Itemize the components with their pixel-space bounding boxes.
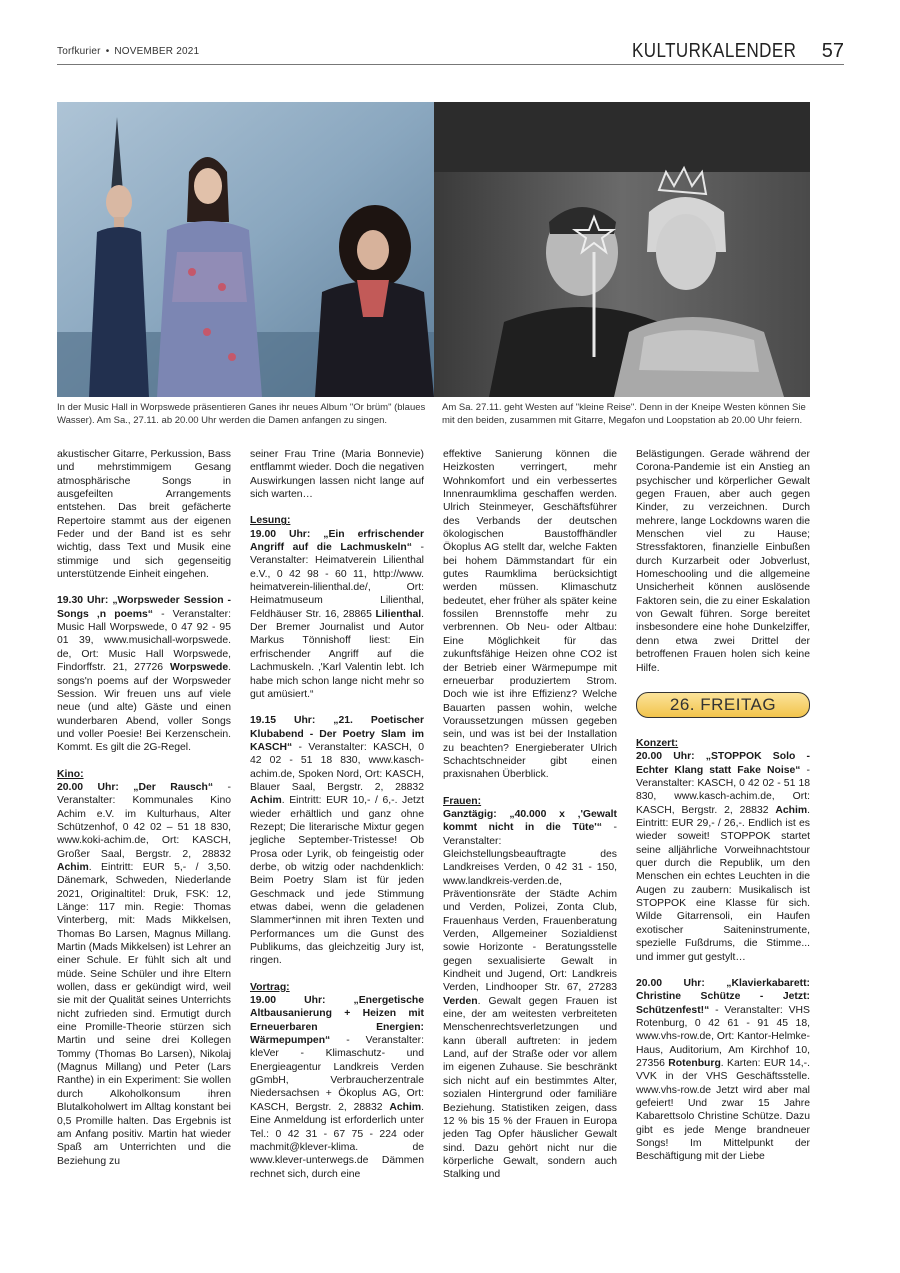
col4-intro: Belästigungen. Gerade während der Corona-Pandemie ist ein Anstieg an psychischer und körperlicher Gewalt gegen Frauen, aber auch gegen Kinder, zu verzeichnen. Durch mehrere, lange Lockdowns waren die Menschen viel zu Hause; Stressfaktoren, finanzielle Einbußen durch Kurzarbeit oder Jobverlust, Homeschooling und die allgemeine Unsicherheit können auslösende Faktoren sein, die zu einer Eskalation von Gewalt führen. Sorge bereitet insbesondere eine hohe Dunkelziffer, denn etwa zwei Drittel der betroffenen Frauen holen sich keine Hilfe. [636,449,810,674]
event-gewalt-tuete: Ganztägig: „40.000 x ‚'Gewalt kommt nicht in die Tüte'“ - Veranstalter: Gleichstellungsbeauftragte des Landkreises Verden, 0 42 31 - 150, www.landkreis-verden.de, Präventionsräte der Städte Achim und Verden, Polizei, Zonta Club, Frauenhaus Verden, Frauenberatung Verden, Allgemeiner Sozialdienst sowie Horizonte - Beratungsstelle gegen sexualisierte Gewalt in Kindheit und Jugend, Ort: Landkreis Verden, Lindhooper Str. 67, 27283 Verden. Gewalt gegen Frauen ist eine, der am weitesten verbreiteten Menschenrechtsverletzungen und kann überall auftreten: in jedem Land, auf der Straße oder vor allem im eigenen Zuhause. Sie beschränkt sich nicht auf ein bestimmtes Alter, sozialen Hintergrund oder familiäre Beziehung. Statistiken zeigen, dass 12 % bis 15 % der Frauen in Europa jeden Tag Opfer häuslicher Gewalt sind. Dazu gehört nicht nur die körperliche Gewalt, sondern auch Stalking und [443,808,617,1181]
event-title: 20.00 Uhr: „Klavierkabarett: Christine Schütze - Jetzt: Schützenfest!“ [636,977,810,1016]
event-city: Lilienthal [375,608,422,620]
column-3 [443,448,617,1182]
event-title: 19.00 Uhr: „Ein erfrischender Angriff auf die Lachmuskeln“ [250,528,424,554]
photo-ganes [57,102,434,397]
col1-intro: akustischer Gitarre, Perkussion, Bass und mehrstimmigem Gesang atmosphärische Songs in ausgefeilten Arrangements entstehen. Das breit gefächerte Repertoire stammt aus der eigenen Feder und der Band ist es sehr wichtig, dass Text und Musik eine stimmige und sich gegenseitig unterstützende Einheit eingehen. [57,449,231,581]
page-header [57,40,844,65]
event-city: Achim [250,795,282,807]
col3-intro: effektive Sanierung können die Heizkosten verringert, mehr Wohnkomfort und ein verbessertes Innenraumklima geschaffen werden. Ulrich Steinmeyer, Geschäftsführer des Verbands der deutschen ökologischen Baustoffhändler Ökoplus AG stellt dar, welche Fakten bei hohem Dämmstandart für ein gutes Raumklima berücksichtigt werden müssen. Klimaschutz bedeutet, eher früher als später keine fossilen Brennstoffe mehr zu verbrennen. Ob Neu- oder Altbau: Eine Möglichkeit für das zukunftsfähige Heizen ohne CO2 ist der Betrieb einer Wärmepumpe mit erneuerbar produziertem Strom. Doch wie ist ihre Effizienz? Welche Bauarten passen wohin, welche Voraussetzungen müssen gegeben sein, und was ist bei der Installation zu beachten? Energieberater Ulrich Schachtschneider gibt einen praxisnahen Überblick. [443,449,617,781]
column-4 [636,448,810,675]
category-lesung: Lesung: [250,515,291,527]
category-vortrag: Vortrag: [250,981,290,993]
col2-intro: seiner Frau Trine (Maria Bonnevie) entflammt wieder. Doch die negativen Auswirkungen lassen nicht lange auf sich warten… [250,449,424,501]
page-number: 57 [821,40,844,62]
event-erfrischender-angriff: 19.00 Uhr: „Ein erfrischender Angriff auf die Lachmuskeln“ - Veranstalter: Heimatverein Lilienthal e.V., 0 42 98 - 60 11, http://www. heimatverein-lilienthal.de/, Ort: Heimatmuseum Lilienthal, Feldhäuser Str. 16, 28865 Lilienthal. Der Bremer Journalist und Autor Markus Tönnishoff liest: Ein erfrischender Angriff auf die Lachmuskeln. ‚'Karl Valentin lebt. Ich habe mich schon lange nicht mehr so gut amüsiert.“ [250,528,424,700]
category-konzert: Konzert: [636,738,679,749]
photo-caption-left: In der Music Hall in Worpswede präsentieren Ganes ihr neues Album "Or brüm" (blaues Wasser). Am Sa., 27.11. ab 20.00 Uhr werden die Damen anfangen zu singen. [57,402,426,426]
photo-westen [434,102,810,397]
event-city: Achim [389,1101,422,1113]
event-city: Worpswede [169,662,229,674]
event-title: Ganztägig: „40.000 x ‚'Gewalt kommt nicht in die Tüte'“ [443,808,617,834]
event-city: Rotenburg [668,1057,721,1069]
event-der-rausch: 20.00 Uhr: „Der Rausch“ - Veranstalter: Kommunales Kino Achim e.V. im Kulturhaus, Alter Schützenhof, 0 42 02 – 51 18 830, www.koki-achim.de, Ort: KASCH, Großer Saal, Bergstr. 2, 28832 Achim. Eintritt: EUR 5,- / 3,50. Dänemark, Schweden, Niederlande 2021, Originaltitel: Druk, FSK: 12, Länge: 117 min. Regie: Thomas Vinterberg, mit: Mads Mikkelsen, Thomas Bo Larsen, Magnus Millang. Martin (Mads Mikkelsen) ist Lehrer an einer Schule. Er fühlt sich alt und müde. Seine Schüler und ihre Eltern wollen, dass er gekündigt wird, weil sie mit der Qualität seines Unterrichts nicht zufrieden sind. Ermutigt durch eine Promille-Theorie stürzen sich Martin und seine drei Kollegen Tommy (Thomas Bo Larsen), Nikolaj (Magnus Millang) und Peter (Lars Ranthe) in ein Experiment: Sie wollen durch Alkoholkonsum ihren Blutalkoholwert im Alltag konstant bei 0,5 Promille halten. Das Ergebnis ist am Anfang positiv. Martin hat wieder Spaß am Unterrichten und die Beziehung zu [57,781,231,1167]
event-title: 19.15 Uhr: „21. Poetischer Klubabend - Der Poetry Slam im KASCH“ [250,715,424,753]
event-city: Verden [443,995,478,1007]
event-city: Achim [775,804,808,816]
event-city: Achim [57,861,89,873]
category-kino: Kino: [57,768,84,780]
event-title: 19.00 Uhr: „Energetische Altbausanierung + Heizen mit Erneuerbaren Energien: Wärmepumpen“ [250,995,424,1047]
photo-caption-right: Am Sa. 27.11. geht Westen auf "kleine Reise". Denn in der Kneipe Westen können Sie mit den beiden, zusammen mit Gitarre, Megafon und Loopstation ab 20.00 Uhr feiern. [442,402,806,426]
event-title: 19.30 Uhr: „Worpsweder Session - Songs ‚n poems“ [57,595,231,620]
publication-name: Torfkurier [57,46,101,57]
event-klavierkabarett: 20.00 Uhr: „Klavierkabarett: Christine Schütze - Jetzt: Schützenfest!“ - Veranstalter: VHS Rotenburg, 0 42 61 - 91 45 18, www.vhs-row.de, Ort: Kantor-Helmke-Haus, Auditorium, Am Kirchhof 10, 27356 Rotenburg. Karten: EUR 14,-. VVK in der VHS Geschäftsstelle. www.vhs-row.de Jetzt wird aber mal gefeiert! Und zwar 15 Jahre Kabarettsolo Christine Schütze. Dazu gibt es jede Menge brandneuer Songs! Im Mittelpunkt der Beschäftigung mit der Liebe [636,977,811,1163]
column-2 [250,448,424,1181]
issue-date: NOVEMBER 2021 [114,46,200,57]
event-altbausanierung: 19.00 Uhr: „Energetische Altbausanierung + Heizen mit Erneuerbaren Energien: Wärmepumpen“ - Veranstalter: kleVer - Klimaschutz- und Energieagentur Landkreis Verden gGmbH, Verbraucherzentrale Niedersachsen + Ökoplus AG, Ort: KASCH, Bergstr. 2, 28832 Achim. Eine Anmeldung ist erforderlich unter Tel.: 0 42 31 - 67 75 - 224 oder machmit@klever-klima. de www.klever-unterwegs.de Dämmen rechnet sich, durch eine [250,995,424,1180]
event-title: 20.00 Uhr: „Der Rausch“ [57,781,214,793]
column-1 [57,448,231,1168]
section-title: KULTURKALENDER [631,40,796,62]
event-worpsweder-session: 19.30 Uhr: „Worpsweder Session - Songs ‚n poems“ - Veranstalter: Music Hall Worpswede, 0 47 92 - 95 01 39, www.musichall-worpswede. de, Ort: Music Hall Worpswede, Findorffstr. 21, 27726 Worpswede. songs'n poems auf der Worpsweder Session. Wir freuen uns auf viele neue (und alte) Gäste und einen wunderbaren Abend, voller Songs und voller Poesie! Bei Kerzenschein. Kommt. Es gilt die 2G-Regel. [57,595,231,754]
event-stoppok: 20.00 Uhr: „STOPPOK Solo - Echter Klang statt Fake Noise“ - Veranstalter: KASCH, 0 42 02 - 51 18 830, www.kasch-achim.de, Ort: KASCH, Bergstr. 2, 28832 Achim. Eintritt: EUR 29,- / 26,-. Endlich ist es wieder soweit! STOPPOK startet seine alljährliche Vorweihnachtstour quer durch die Republik, um den Menschen ein echtes Leuchten in die Augen zu zaubern: Musikalisch ist STOPPOK eine Klasse für sich. Wilde Gitarrensoli, ein Haufen exotischer Saiteninstrumente, spezielle Fußdrums, die Stimme... und immer gut gestylt… [636,751,810,963]
publication-line: Torfkurier • NOVEMBER 2021 [57,46,200,57]
day-heading-freitag: 26. FREITAG [636,692,810,718]
column-4-events [636,737,810,1164]
event-title: 20.00 Uhr: „STOPPOK Solo - Echter Klang statt Fake Noise“ [636,751,810,776]
event-poetry-slam: 19.15 Uhr: „21. Poetischer Klubabend - Der Poetry Slam im KASCH“ - Veranstalter: KASCH, 0 42 02 - 51 18 830, www.kasch-achim.de, Spoken Nord, Ort: KASCH, Blauer Saal, Bergstr. 2, 28832 Achim. Eintritt: EUR 10,- / 6,-. Jetzt wieder erhältlich und ganz ohne Rezept; Die literarische Mixtur gegen jegliche September-Tristesse! Ob Prosa oder Lyrik, ob feingeistig oder derbe, ob witzig oder nachdenklich: Beim Poetry Slam ist für jeden Geschmack und jede Stimmung etwas dabei, wenn die geladenen Slammer*innen mit ihren Texten und Performances um die Gunst des Publikums, das gleichzeitig Jury ist, ringen. [250,715,424,967]
category-frauen: Frauen: [443,795,482,807]
